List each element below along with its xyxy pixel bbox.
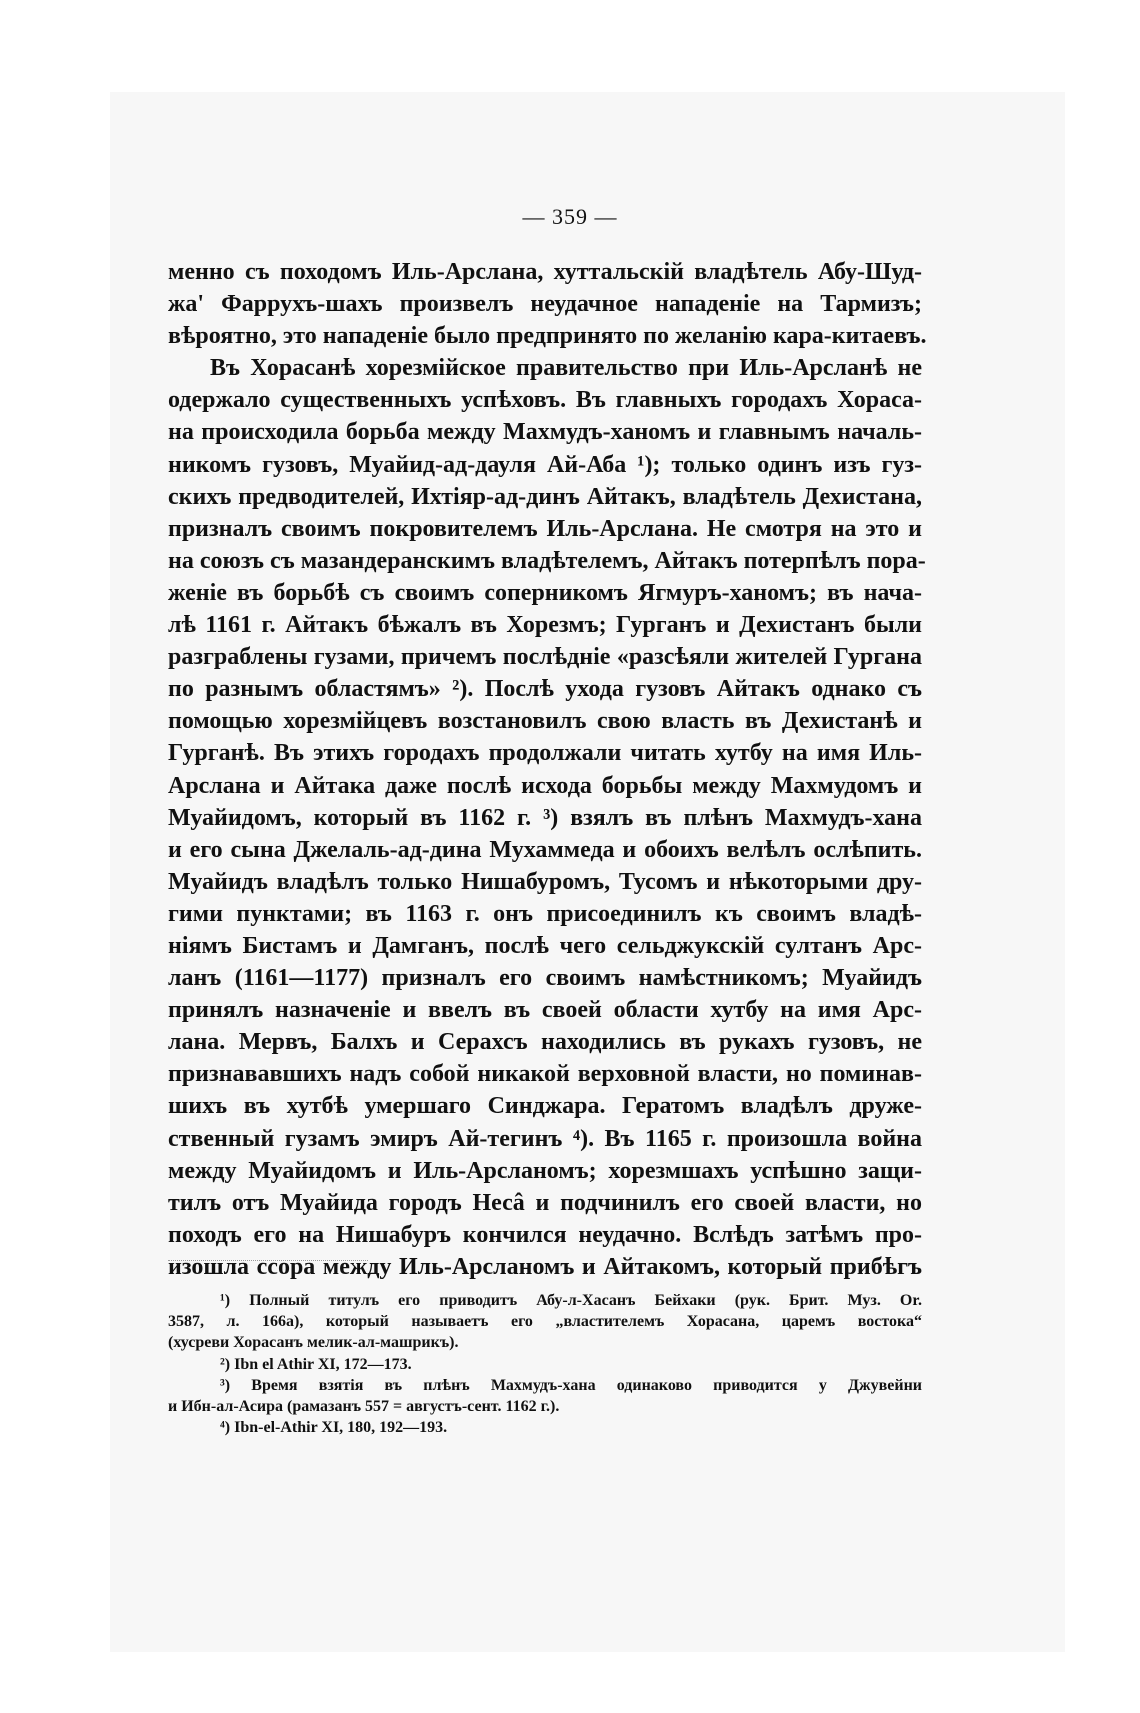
text-line: лѣ 1161 г. Айтакъ бѣжалъ въ Хорезмъ; Гурганъ и Дехистанъ были (168, 612, 922, 639)
page-number: — 359 — (522, 204, 618, 229)
text-line: ніямъ Бистамъ и Дамганъ, послѣ чего сельджукскій султанъ Арс- (168, 932, 922, 959)
text-line: Арслана и Айтака даже послѣ исхода борьбы между Махмудомъ и (168, 772, 922, 799)
text-line: на происходила борьба между Махмудъ-ханомъ и главнымъ началь- (168, 419, 922, 446)
text-line: тилъ отъ Муайида городъ Несâ и подчинилъ его своей власти, но (168, 1189, 922, 1216)
text-line: на союзъ съ мазандеранскимъ владѣтелемъ, Айтакъ потерпѣлъ пора- (168, 547, 926, 574)
footnote-line: ³) Время взятія въ плѣнъ Махмудъ-хана одинаково приводится у Джувейни (220, 1376, 922, 1394)
text-line: признававшихъ надъ собой никакой верховной власти, но поминав- (168, 1061, 922, 1088)
main-text (168, 256, 927, 1283)
text-line: женіе въ борьбѣ съ своимъ соперникомъ Ягмуръ-ханомъ; въ нача- (168, 579, 922, 606)
footnote-separator (168, 1260, 368, 1261)
text-line: ственный гузамъ эмиръ Ай-тегинъ ⁴). Въ 1165 г. произошла война (168, 1125, 922, 1152)
footnote-line: и Ибн-ал-Асира (рамазанъ 557 = августъ-сент. 1162 г.). (168, 1397, 560, 1415)
text-line: скихъ предводителей, Ихтіяр-ад-динъ Айтакъ, владѣтель Дехистана, (168, 483, 922, 510)
text-line: принялъ назначеніе и ввелъ въ своей области хутбу на имя Арс- (168, 997, 922, 1024)
text-line: гими пунктами; въ 1163 г. онъ присоединилъ къ своимъ владѣ- (168, 900, 922, 927)
text-line: и его сына Джелаль-ад-дина Мухаммеда и обоихъ велѣлъ ослѣпить. (168, 836, 922, 863)
text-line: походъ его на Нишабуръ кончился неудачно. Вслѣдъ затѣмъ про- (168, 1221, 922, 1248)
text-line: менно съ походомъ Иль-Арслана, хуттальскій владѣтель Абу-Шуд- (168, 259, 922, 285)
footnote-line: ⁴) Ibn-el-Athir XI, 180, 192—193. (220, 1419, 448, 1437)
footnote-line: ²) Ibn el Athir XI, 172—173. (220, 1355, 412, 1373)
text-line: призналъ своимъ покровителемъ Иль-Арслана. Не смотря на это и (168, 515, 922, 542)
footnote-line: 3587, л. 166а), который называетъ его „властителемъ Хорасана, царемъ востока“ (168, 1313, 922, 1331)
text-line: изошла ссора между Иль-Арсланомъ и Айтакомъ, который прибѣгъ (168, 1253, 922, 1280)
footnote-line: (хусреви Хорасанъ мелик-ал-машрикъ). (168, 1334, 459, 1352)
text-line: лана. Мервъ, Балхъ и Серахсъ находились въ рукахъ гузовъ, не (168, 1029, 922, 1056)
text-line: между Муайидомъ и Иль-Арсланомъ; хорезмшахъ успѣшно защи- (168, 1157, 922, 1184)
footnote-line: ¹) Полный титулъ его приводитъ Абу-л-Хасанъ Бейхаки (рук. Брит. Муз. Or. (220, 1292, 922, 1309)
text-line: шихъ въ хутбѣ умершаго Синджара. Гератомъ владѣлъ друже- (168, 1093, 922, 1120)
text-line: разграблены гузами, причемъ послѣдніе «разсѣяли жителей Гургана (168, 644, 922, 671)
text-line: жа' Фаррухъ-шахъ произвелъ неудачное нападеніе на Тармизъ; (168, 291, 922, 318)
text-line: одержало существенныхъ успѣховъ. Въ главныхъ городахъ Хораса- (168, 387, 922, 414)
text-line: вѣроятно, это нападеніе было предпринято по желанію кара-китаевъ. (168, 323, 927, 350)
text-line: Въ Хорасанѣ хорезмійское правительство при Иль-Арсланѣ не (210, 355, 922, 382)
text-line: Муайидъ владѣлъ только Нишабуромъ, Тусомъ и нѣкоторыми дру- (168, 868, 922, 895)
text-line: никомъ гузовъ, Муайид-ад-дауля Ай-Аба ¹); только одинъ изъ гуз- (168, 451, 922, 478)
text-line: по разнымъ областямъ» ²). Послѣ ухода гузовъ Айтакъ однако съ (168, 676, 922, 703)
footnotes (168, 1290, 922, 1438)
text-line: Гурганѣ. Въ этихъ городахъ продолжали читать хутбу на имя Иль- (168, 740, 922, 767)
text-line: Муайидомъ, который въ 1162 г. ³) взялъ въ плѣнъ Махмудъ-хана (168, 804, 922, 831)
text-line: помощью хорезмійцевъ возстановилъ свою власть въ Дехистанѣ и (168, 708, 922, 735)
text-line: ланъ (1161—1177) призналъ его своимъ намѣстникомъ; Муайидъ (168, 965, 922, 992)
